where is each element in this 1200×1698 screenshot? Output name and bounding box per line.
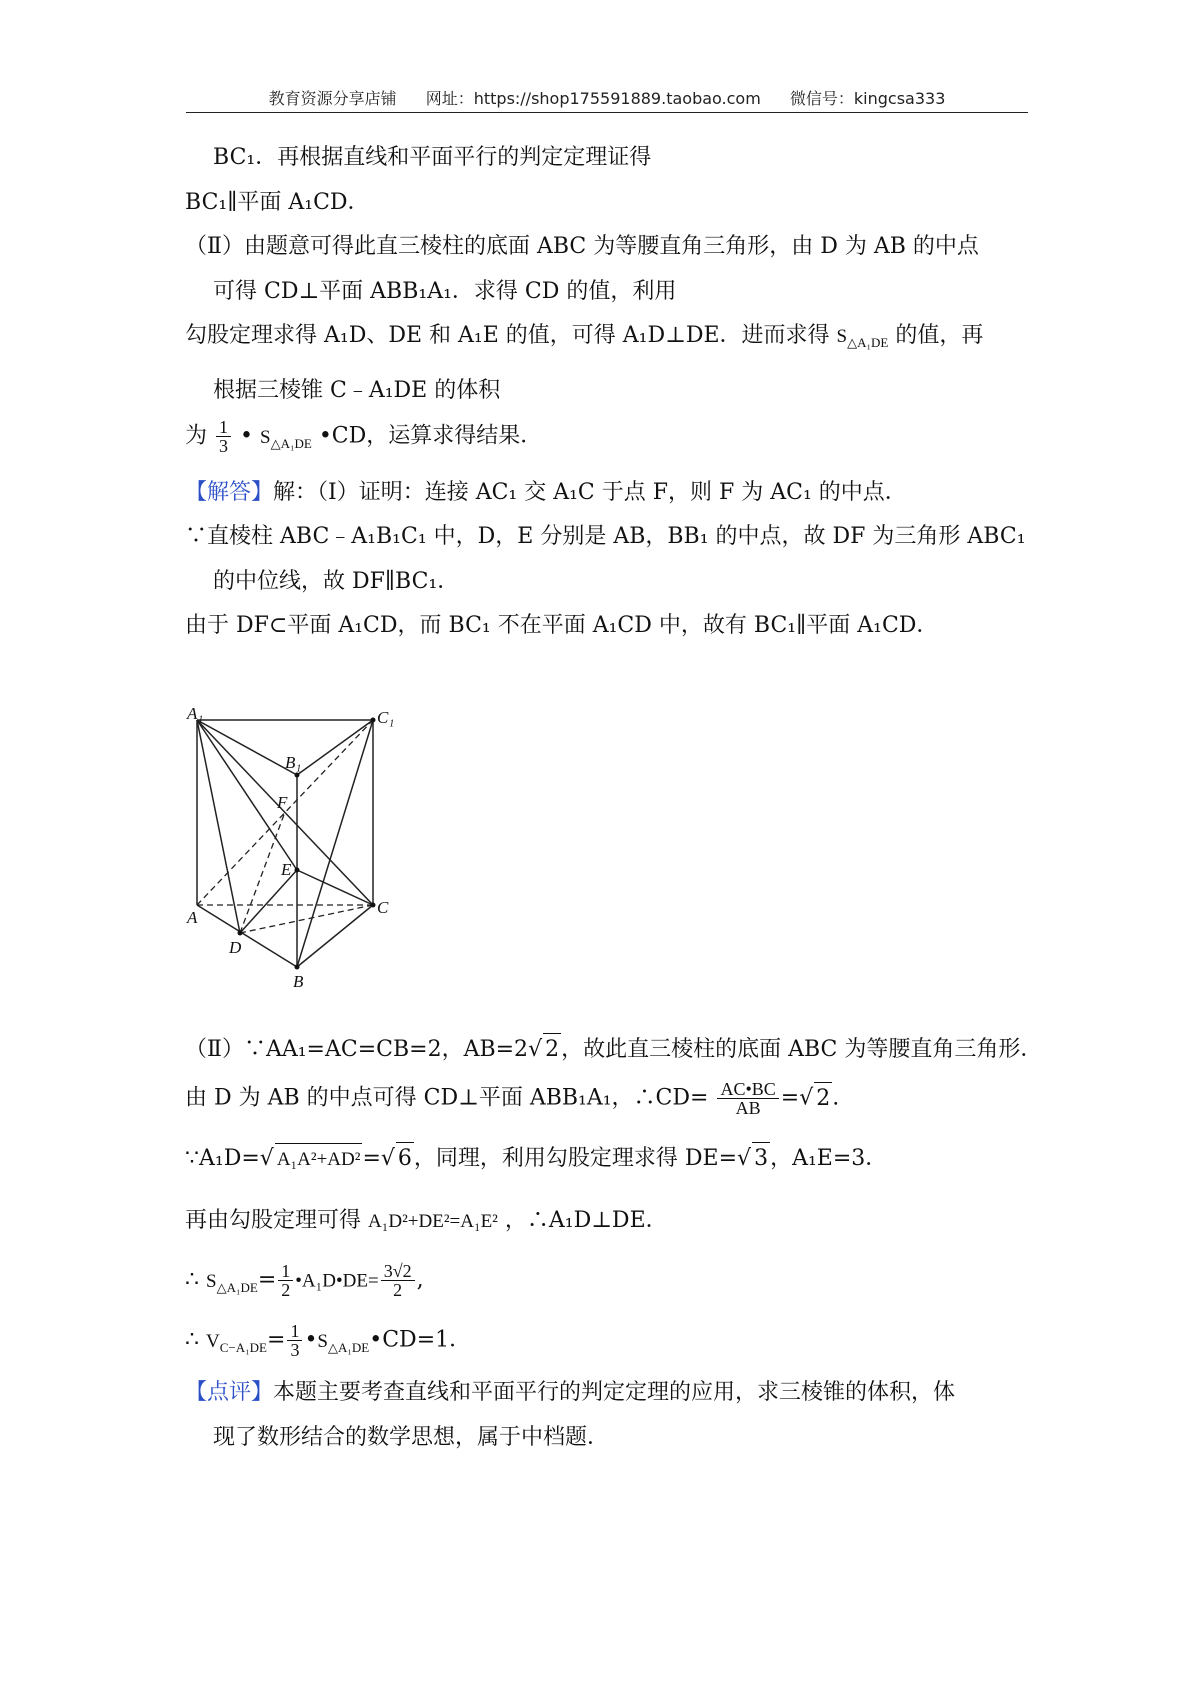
- edge-df-hidden: [240, 812, 285, 933]
- solution-text: ∵A₁D=: [185, 1146, 260, 1171]
- sqrt-2: 2: [814, 1082, 832, 1115]
- wechat-id: 微信号：kingcsa333: [789, 89, 946, 108]
- solution-tag: 【解答】: [185, 480, 274, 505]
- equals: =: [780, 1085, 800, 1111]
- dot: •: [240, 423, 253, 449]
- analysis-line-2: BC₁∥平面 A₁CD．: [185, 190, 370, 215]
- solution-line-2: ∵直棱柱 ABC﹣A₁B₁C₁ 中，D，E 分别是 AB，BB₁ 的中点，故 DF 为三角形 ABC₁: [185, 524, 1026, 549]
- analysis-line-7: [185, 418, 1045, 459]
- analysis-line-5: [185, 320, 1045, 359]
- label-a1: A₁: [187, 705, 204, 723]
- solution-text: ，A₁E=3．: [770, 1146, 888, 1171]
- analysis-text: 为: [185, 423, 208, 449]
- solution-text: •CD=1．: [369, 1327, 472, 1353]
- review-text: 本题主要考查直线和平面平行的判定定理的应用，求三棱锥的体积，体: [273, 1380, 956, 1405]
- radical-sign: √: [259, 1146, 274, 1171]
- product-expression: •A₁D•DE=: [295, 1270, 379, 1292]
- edge-c1b: [297, 720, 373, 967]
- label-b1: B₁: [285, 753, 302, 772]
- analysis-line-6: 根据三棱锥 C﹣A₁DE 的体积: [213, 378, 501, 403]
- analysis-text: •CD，运算求得结果．: [318, 423, 543, 449]
- part2-line-1: [185, 1033, 1045, 1066]
- triangle-area-symbol: $S_{\triangle A_1DE}$: [260, 426, 312, 451]
- solution-text: ,: [416, 1267, 424, 1293]
- label-c1: C₁: [377, 708, 395, 727]
- edge-a1b1: [197, 720, 297, 775]
- dot: •: [304, 1327, 318, 1353]
- analysis-text: 的值，再: [895, 323, 984, 348]
- edge-ec: [297, 870, 373, 905]
- label-c: C: [377, 898, 389, 917]
- equals: =: [267, 1327, 286, 1353]
- radical-sign: √: [528, 1037, 543, 1062]
- label-d: D: [229, 938, 242, 957]
- part2-line-5: [185, 1262, 1045, 1303]
- part2-line-6: [185, 1322, 1045, 1363]
- sqrt-2: 2: [543, 1033, 561, 1066]
- sqrt-expression: A₁A²+AD²: [275, 1143, 363, 1176]
- part2-line-2: [185, 1080, 1045, 1117]
- solution-text: 再由勾股定理可得: [185, 1208, 362, 1233]
- triangle-area-symbol: $S_{\triangle A_1DE}$: [836, 326, 889, 350]
- part2-line-3: [185, 1142, 1045, 1176]
- equals: =: [257, 1267, 277, 1293]
- analysis-line-1: BC₁．再根据直线和平面平行的判定定理证得: [213, 145, 652, 170]
- edge-de: [240, 870, 297, 933]
- volume-symbol: $V_{C-A_1DE}$: [206, 1330, 267, 1355]
- edge-ab: [197, 905, 297, 967]
- review-tag: 【点评】: [185, 1380, 274, 1405]
- review-line-1: [185, 1377, 1045, 1409]
- edge-b1c1: [297, 720, 373, 775]
- page-header: [186, 86, 1028, 113]
- radical-sign: √: [380, 1146, 395, 1171]
- edge-bc: [297, 905, 373, 967]
- fraction-area-result: $\frac{3√2}{2}$: [381, 1262, 415, 1299]
- fraction-one-third: $\frac{1}{3}$: [287, 1322, 302, 1359]
- fraction-one-half: $\frac{1}{2}$: [278, 1262, 293, 1299]
- solution-text: （Ⅱ）∵AA₁=AC=CB=2，AB=2: [185, 1037, 529, 1062]
- radical-sign: √: [799, 1085, 814, 1111]
- label-b: B: [293, 972, 304, 991]
- solution-text: .: [832, 1085, 840, 1111]
- sqrt-3: 3: [752, 1142, 770, 1175]
- solution-line-1: [185, 477, 1045, 509]
- equals: =: [362, 1146, 381, 1171]
- label-e: E: [281, 860, 292, 879]
- triangle-area-symbol: $S_{\triangle A_1DE}$: [317, 1330, 370, 1355]
- triangle-area-symbol: $S_{\triangle A_1DE}$: [206, 1270, 258, 1295]
- solution-text: ∴: [185, 1267, 199, 1293]
- label-f: F: [277, 793, 288, 812]
- review-line-2: 现了数形结合的数学思想，属于中档题．: [213, 1425, 610, 1450]
- edge-dc-hidden: [240, 905, 373, 933]
- solution-line-4: 由于 DF⊂平面 A₁CD，而 BC₁ 不在平面 A₁CD 中，故有 BC₁∥平面 A₁CD．: [185, 613, 939, 638]
- sqrt-6: 6: [396, 1142, 414, 1175]
- solution-text: ，∴A₁D⊥DE．: [504, 1208, 668, 1233]
- pythagoras-equation: A₁D²+DE²=A₁E²: [368, 1211, 498, 1232]
- fraction-acbc-ab: $\frac{AC•BC}{AB}$: [717, 1080, 778, 1117]
- analysis-text: 勾股定理求得 A₁D、DE 和 A₁E 的值，可得 A₁D⊥DE．进而求得: [185, 323, 830, 348]
- fraction-one-third: $\frac{1}{3}$: [216, 418, 231, 455]
- solution-text: 由 D 为 AB 的中点可得 CD⊥平面 ABB₁A₁，∴CD=: [185, 1085, 709, 1111]
- analysis-line-4: 可得 CD⊥平面 ABB₁A₁．求得 CD 的值，利用: [213, 279, 677, 304]
- shop-name: 教育资源分享店铺: [268, 89, 397, 108]
- part2-line-4: [185, 1205, 1045, 1238]
- radical-sign: √: [737, 1146, 752, 1171]
- solution-text: ，同理，利用勾股定理求得 DE=: [413, 1146, 738, 1171]
- analysis-line-3: （Ⅱ）由题意可得此直三棱柱的底面 ABC 为等腰直角三角形，由 D 为 AB 的中点: [185, 234, 979, 259]
- solution-line-3: 的中位线，故 DF∥BC₁．: [213, 569, 460, 594]
- solution-text: 解：（Ⅰ）证明：连接 AC₁ 交 A₁C 于点 F，则 F 为 AC₁ 的中点．: [273, 480, 907, 505]
- shop-url: 网址：https://shop175591889.taobao.com: [425, 89, 761, 108]
- label-a: A: [187, 908, 198, 927]
- solution-text: ∴: [185, 1327, 199, 1353]
- prism-figure: [185, 705, 425, 1005]
- solution-text: ，故此直三棱柱的底面 ABC 为等腰直角三角形．: [561, 1037, 1043, 1062]
